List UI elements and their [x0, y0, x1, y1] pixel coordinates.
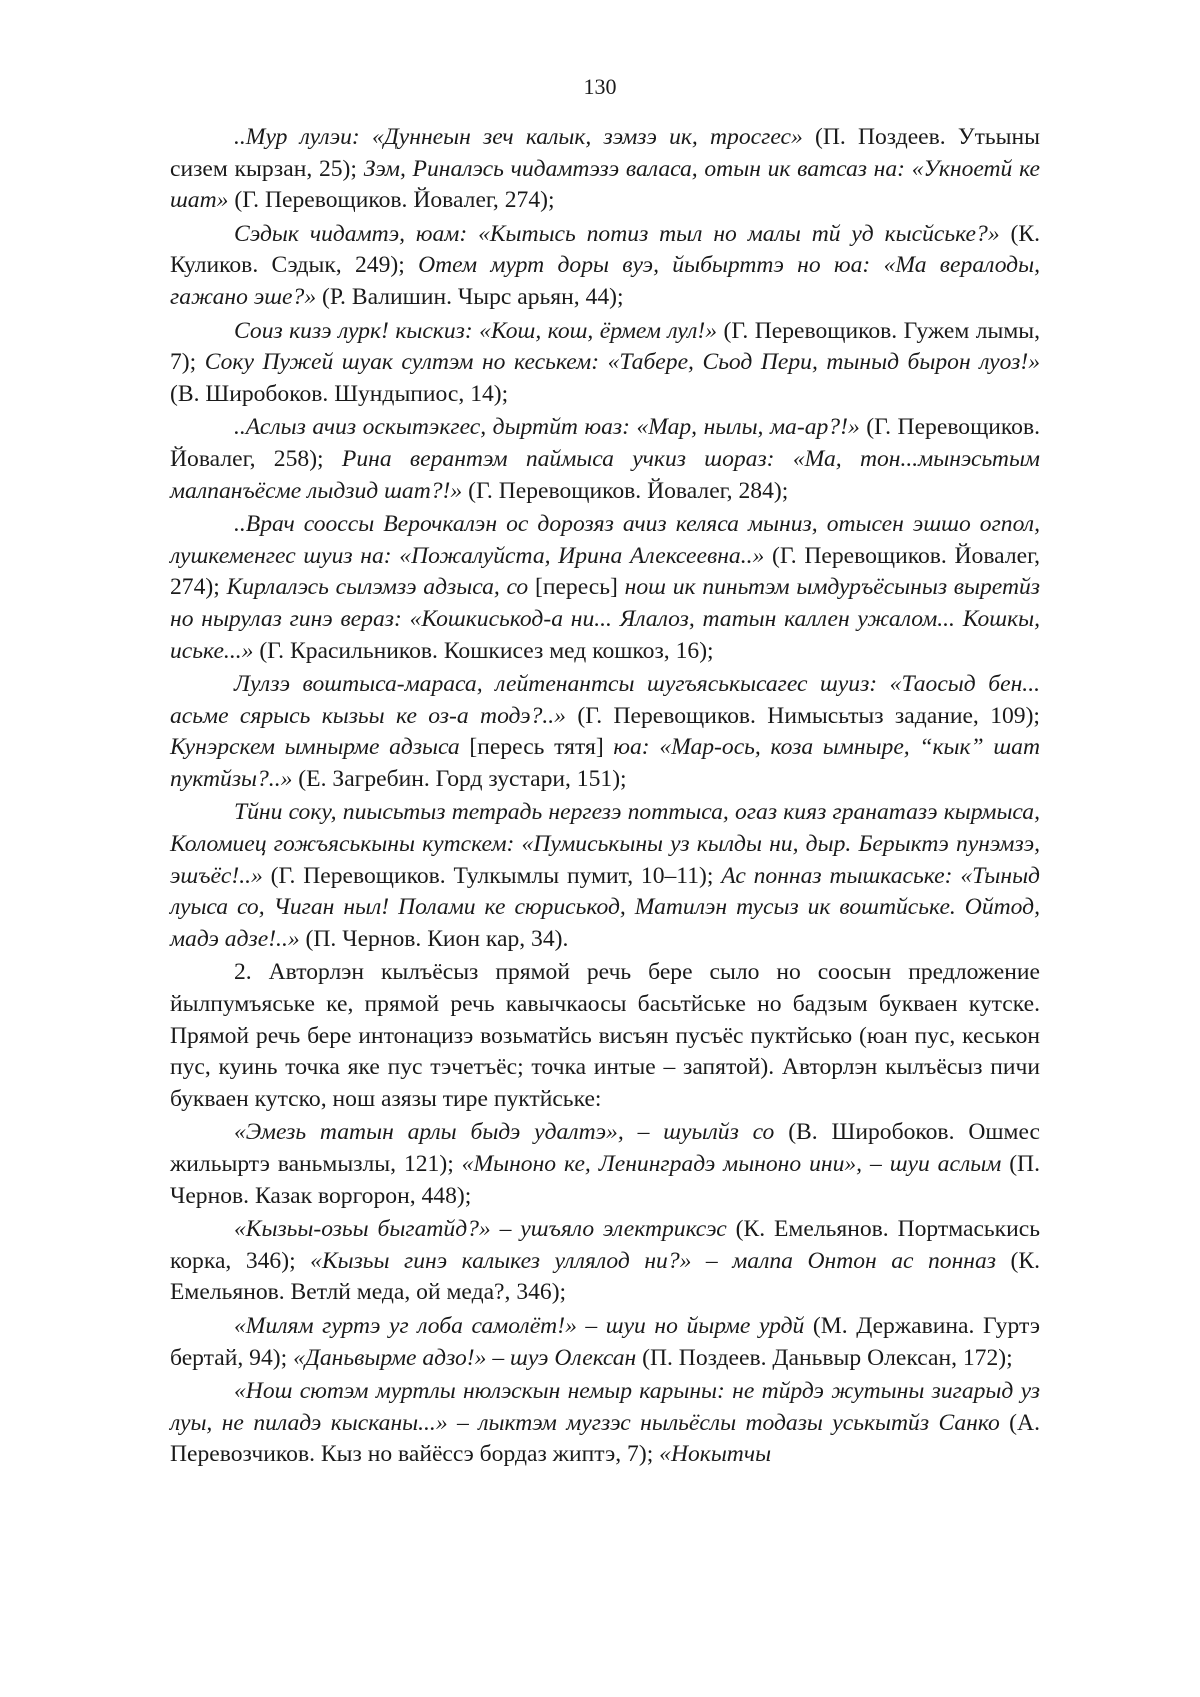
- body-text: [170, 122, 1040, 1471]
- citation-text: (М. Державина. Гуртэ бертай, 94);: [170, 1312, 1040, 1371]
- quote-text: ..Врач сооссы Верочкалэн ос дорозяз ачиз келяса мыниз, отысен эшшо огпол, лушкеменгес шуиз на: «Пожалуйста, Ирина Алексеевна..»: [170, 511, 1040, 569]
- quote-text: «Эмезь татын арлы быдэ удалтэ», – шуылйз со: [234, 1119, 775, 1146]
- citation-text: (Е. Загребин. Горд зустари, 151);: [292, 765, 627, 792]
- citation-text: (Г. Перевощиков. Йовалег, 284);: [462, 477, 789, 504]
- paragraph: [170, 122, 1040, 217]
- quote-text: Соиз кизэ лурк! кыскиз: «Кош, кош, ёрмем лул!»: [234, 317, 718, 344]
- quote-text: Ас понназ тышкаське: «Тыныд луыса со, Чиган ныл! Полами ке сюриськод, Матилэн тусыз ик воштйське. Ойтод, мадэ адзе!..»: [170, 862, 1040, 952]
- citation-text: (Г. Перевощиков. Йовалег, 274);: [228, 187, 555, 214]
- citation-text: (П. Чернов. Казак воргорон, 448);: [170, 1151, 1040, 1209]
- quote-text: «Кызьы гинэ калыкез уллялод ни?» – малпа Онтон ас понназ: [310, 1247, 997, 1274]
- citation-text: (Г. Перевощиков. Гужем лымы, 7);: [170, 317, 1041, 376]
- page-number: 130: [583, 74, 617, 99]
- quote-text: Сэдык чидамтэ, юам: «Кытысь потиз тыл но малы тй уд кысйське?»: [234, 220, 1000, 247]
- citation-text: (Г. Красильников. Кошкисез мед кошкоз, 16);: [253, 637, 714, 664]
- quote-text: Кирлалэсь сылэмзэ адзыса, со: [226, 574, 535, 601]
- paragraph: [170, 797, 1040, 955]
- citation-text: 2. Авторлэн кылъёсыз прямой речь бере сыло но соосын предложение йылпумъяське ке, прямой речь кавычкаосы басьтйське но бадзым букваен кутске. Прямой речь бере интонацизэ возьматйсь висъян пусъёс пуктйсько (юан пус, кеськон пус, куинь точка яке пус тэчетъёс; точка интые – запятой). Авторлэн кылъёсыз пичи букваен кутско, нош азязы тире пуктйське:: [170, 959, 1040, 1112]
- quote-text: Соку Пужей шуак султэм но кеськем: «Табере, Сьод Пери, тыныд бырон луоз!»: [204, 349, 1040, 376]
- citation-text: (Г. Перевощиков. Йовалег, 258);: [170, 414, 1040, 472]
- quote-text: «Нош сютэм муртлы нюлэскын немыр карыны: не тйрдэ жутыны зигарыд уз луы, не пиладэ кысканы...» – лыктэм мугзэс ныльёслы тодазы уськытйз Санко: [170, 1378, 1040, 1436]
- paragraph: [170, 1117, 1040, 1212]
- paragraph: [170, 669, 1040, 795]
- quote-text: «Мыноно ке, Ленинградэ мыноно ини», – шуи аслым: [461, 1151, 1002, 1177]
- quote-text: «Милям гуртэ уг лоба самолёт!» – шуи но йырме урдй: [234, 1312, 805, 1339]
- quote-text: Отем мурт доры вуэ, йыбырттэ но юа: «Ма вералоды, гажано эше?»: [170, 252, 1040, 310]
- citation-text: [пересь тятя]: [469, 734, 604, 761]
- paragraph: [170, 1376, 1040, 1471]
- paragraph: [170, 957, 1040, 1115]
- paragraph: [170, 1311, 1040, 1374]
- quote-text: Кунэрскем ымнырме адзыса: [170, 734, 470, 761]
- citation-text: (Г. Перевощиков. Йовалег, 274);: [170, 542, 1040, 601]
- citation-text: (П. Поздеев. Даньвыр Олексан, 172);: [636, 1344, 1013, 1371]
- citation-text: (В. Широбоков. Ошмес жильыртэ ваньмызлы, 121);: [170, 1119, 1040, 1177]
- citation-text: (П. Поздеев. Утьыны сизем кырзан, 25);: [170, 124, 1040, 182]
- paragraph: [170, 509, 1040, 667]
- quote-text: юа: «Мар-ось, коза ымныре, “кык” шат пуктйзы?..»: [170, 734, 1040, 792]
- citation-text: (К. Емельянов. Портмаськись корка, 346);: [170, 1216, 1040, 1274]
- citation-text: (В. Широбоков. Шундыпиос, 14);: [170, 380, 509, 407]
- quote-text: ..Аслыз ачиз оскытэкгес, дыртйт юаз: «Мар, нылы, ма-ар?!»: [234, 414, 860, 441]
- citation-text: (Р. Валишин. Чырс арьян, 44);: [316, 283, 624, 310]
- citation-text: (П. Чернов. Кион кар, 34).: [299, 925, 569, 952]
- quote-text: Рина верантэм паймыса учкиз шораз: «Ма, тон...мынэсьтым малпанъёсме лыдзид шат?!»: [170, 445, 1040, 504]
- quote-text: ..Мур лулэи: «Дуннеын зеч калык, зэмзэ ик, тросгес»: [234, 124, 803, 150]
- citation-text: (К. Емельянов. Ветлй меда, ой меда?, 346);: [170, 1247, 1041, 1306]
- paragraph: [170, 316, 1040, 411]
- quote-text: «Даньвырме адзо!» – шуэ Олексан: [293, 1344, 637, 1371]
- quote-text: «Кызьы-озьы быгатйд?» – ушъяло электриксэс: [234, 1216, 727, 1243]
- citation-text: (К. Куликов. Сэдык, 249);: [170, 220, 1040, 279]
- citation-text: (Г. Перевощиков. Тулкымлы пумит, 10–11);: [262, 862, 722, 889]
- paragraph: [170, 219, 1040, 314]
- quote-text: нош ик пиньтэм ымдуръёсыныз выретйз но нырулаз гинэ вераз: «Кошкиськод-а ни... Ялалоз, татын каллен ужалом... Кошкы, иське...»: [170, 574, 1041, 664]
- citation-text: (А. Перевозчиков. Кыз но вайёссэ бордаз жиптэ, 7);: [170, 1409, 1040, 1468]
- quote-text: Зэм, Риналэсь чидамтэзэ валаса, отын ик ватсаз на: «Укноетй ке шат»: [170, 155, 1040, 214]
- quote-text: Тйни соку, пиысьтыз тетрадь нергезэ поттыса, огаз кияз гранатазэ кырмыса, Коломиец гожъяськыны кутскем: «Пумиськыны уз кылды ни, дыр. Берыктэ пунэмзэ, эшъёс!..»: [170, 799, 1040, 889]
- quote-text: «Нокытчы: [659, 1441, 772, 1468]
- paragraph: [170, 1214, 1040, 1309]
- paragraph: [170, 412, 1040, 507]
- citation-text: [пересь]: [534, 574, 618, 601]
- quote-text: Лулзэ воштыса-мараса, лейтенантсы шугъяськысагес шуиз: «Таосыд бен... асьме сярысь кызьы ке оз-а тодэ?..»: [170, 671, 1040, 729]
- citation-text: (Г. Перевощиков. Нимысьтыз задание, 109);: [565, 702, 1040, 729]
